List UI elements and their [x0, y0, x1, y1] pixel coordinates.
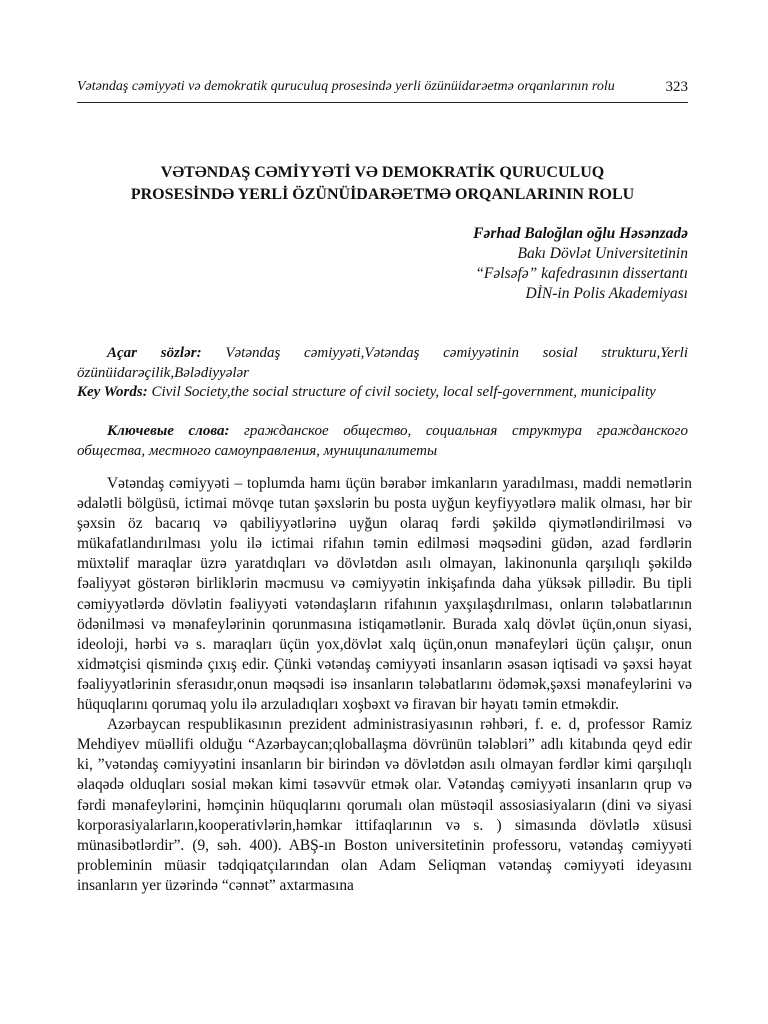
title-line-2: PROSESİNDƏ YERLİ ÖZÜNÜİDARƏETMƏ ORQANLARININ ROLU [130, 186, 635, 203]
keywords-ru-label: Ключевые слова: [107, 423, 230, 439]
article-title [77, 162, 688, 206]
author-affiliation-1: Bakı Dövlət Universitetinin [517, 245, 688, 262]
keywords-en-text: Civil Society,the social structure of civil society, local self-government, municipality [151, 384, 656, 400]
keywords-az [77, 344, 688, 383]
keywords-az-text: Vətəndaş cəmiyyəti,Vətəndaş cəmiyyətinin sosial strukturu,Yerli özünüidarəçilik,Bələdiyyələr [77, 345, 688, 381]
author-affiliation-3: DİN-in Polis Akademiyası [525, 285, 688, 302]
author-block [473, 224, 688, 304]
body-paragraph-2: Azərbaycan respublikasının prezident administrasiyasının rəhbəri, f. e. d, professor Ramiz Mehdiyev müəllifi olduğu “Azərbaycan;qloballaşma dövrünün tələbləri” adlı kitabında qeyd edir ki, ”vətəndaş cəmiyyətini insanların bir birindən və dövlətdən asılı olmayan fərdlər kimi qarşılıqlı əlaqədə olduqları sosial məkan kimi təsəvvür etmək olar. Vətəndaş cəmiyyəti insanların qrup və fərdi mənafeylərini, həmçinin hüquqlarını qorumalı olan müstəqil assosiasiyaların (dini və siyasi korporasiyalarların,kooperativlərin,həmkar ittifaqlarının və s. ) simasında dövlətlə xüsusi münasibətlərdir”. (9, səh. 400). ABŞ-ın Boston universitetinin professoru, vətəndaş cəmiyyəti probleminin müasir tədqiqatçılarından olan Adam Seliqman vətəndaş cəmiyyəti ideyasını insanların yer üzərində “cənnət” axtarmasına [77, 716, 692, 894]
keywords-en-label: Key Words: [77, 384, 148, 400]
header-rule [77, 102, 688, 103]
title-line-1: VƏTƏNDAŞ CƏMİYYƏTİ VƏ DEMOKRATİK QURUCULUQ [160, 164, 605, 181]
running-title: Vətəndaş cəmiyyəti və demokratik quruculuq prosesində yerli özünüidarəetmə orqanlarının rolu [77, 79, 615, 94]
body-paragraph-1: Vətəndaş cəmiyyəti – toplumda hamı üçün bərabər imkanların yaradılması, maddi nemətlərin ədalətli bölgüsü, ictimai mövqe tutan şəxslərin bu posta uyğun keyfiyyətlərə malik olması, hər bir şəxsin öz bacarıq və qabiliyyətlərinə uyğun olaraq fərdi şəkildə qiymətləndirilməsi və mükafatlandırılması yolu ilə ictimai rifahın təmin edilməsi məqsədini güdən, azad fərdlərin müxtəlif maraqlar üzrə yaratdıqları və dövlətdən asılı olmayan, lakinonunla qarşılıqlı şəkildə fəaliyyət göstərən birliklərin məcmusu və cəmiyyətin inkişafında daha yüksək pillədir. Bu tipli cəmiyyətlərdə dövlətin fəaliyyəti vətəndaşların rifahının yaxşılaşdırılması, onların tələbatlarının ödənilməsi və mənafeylərinin qorunmasına istiqamətlənir. Burada xalq dövlət üçün,onun siyasi, ideoloji, hərbi və s. maraqları üçün yox,dövlət xalq üçün,onun mənafeyləri üçün çalışır, onun xidmətçisi qismində çıxış edir. Çünki vətəndaş cəmiyyəti insanların əsasən iqtisadi və şəxsi həyat fəaliyyətlərinin sferasıdır,onun məqsədi isə insanların tələbatlarını ödəmək,şəxsi mənafeylərini və hüquqlarını qorumaq yolu ilə arzuladıqları xoşbəxt və firavan bir həyatı təmin etməkdir. [77, 475, 692, 714]
article-body [77, 474, 692, 896]
keywords-en [77, 383, 688, 403]
keywords-az-label: Açar sözlər: [107, 345, 202, 361]
author-name: Fərhad Baloğlan oğlu Həsənzadə [473, 225, 688, 242]
keywords-ru [77, 422, 688, 461]
keywords-ru-text: гражданское общество, социальная структура гражданского общества, местного самоуправления, муниципалитеты [77, 423, 689, 459]
running-header [77, 78, 688, 96]
author-affiliation-2: “Fəlsəfə” kafedrasının dissertantı [475, 265, 688, 282]
page-number: 323 [665, 79, 688, 95]
